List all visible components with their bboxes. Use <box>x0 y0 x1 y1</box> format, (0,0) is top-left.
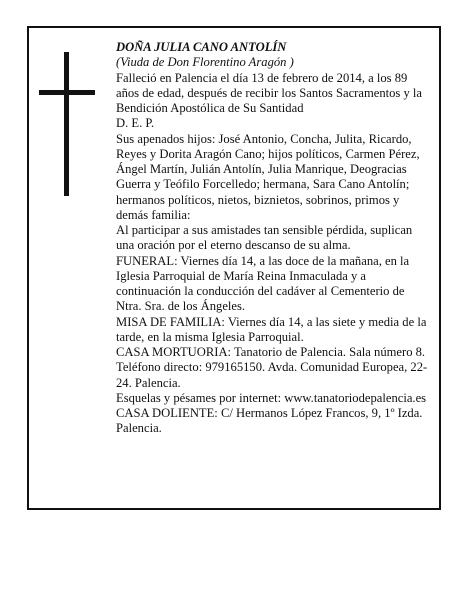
cross-icon <box>64 52 69 196</box>
death-paragraph: Falleció en Palencia el día 13 de febrero de 2014, a los 89 años de edad, después de recibir los Santos Sacramentos y la Bendición Apostólica de Su Santidad <box>116 70 423 115</box>
mortuary-paragraph: CASA MORTUORIA: Tanatorio de Palencia. Sala número 8. Teléfono directo: 979165150. Avda. Comunidad Europea, 22-24. Palencia. <box>116 345 428 390</box>
funeral-paragraph: FUNERAL: Viernes día 14, a las doce de la mañana, en la Iglesia Parroquial de María Reina Inmaculada y a continuación la conducción del cadáver al Cementerio de Ntra. Sra. de los Ángeles. <box>116 253 410 314</box>
widow-line: (Viuda de Don Florentino Aragón ) <box>116 55 294 70</box>
cross-icon-crossbar <box>39 90 95 95</box>
family-paragraph: Sus apenados hijos: José Antonio, Concha, Julita, Ricardo, Reyes y Dorita Aragón Cano; hijos políticos, Carmen Pérez, Ángel Martín, Julián Antolín, Julia Manrique, Deogracias Guerra y Teófilo Forcelledo; hermana, Sara Cano Antolín; hermanos políticos, nietos, biznietos, sobrinos, primos y demás familia: <box>116 131 420 222</box>
mourning-home-paragraph: CASA DOLIENTE: C/ Hermanos López Francos, 9, 1º Izda. Palencia. <box>116 406 423 436</box>
family-mass-paragraph: MISA DE FAMILIA: Viernes día 14, a las siete y media de la tarde, en la misma Iglesia Parroquial. <box>116 314 427 344</box>
condolences-paragraph: Esquelas y pésames por internet: www.tanatoriodepalencia.es <box>116 390 427 405</box>
deceased-name: DOÑA JULIA CANO ANTOLÍN <box>116 40 287 54</box>
obituary-text <box>116 40 432 437</box>
rip-line: D. E. P. <box>116 116 155 131</box>
prayer-request: Al participar a sus amistades tan sensible pérdida, suplican una oración por el eterno descanso de su alma. <box>116 223 413 253</box>
